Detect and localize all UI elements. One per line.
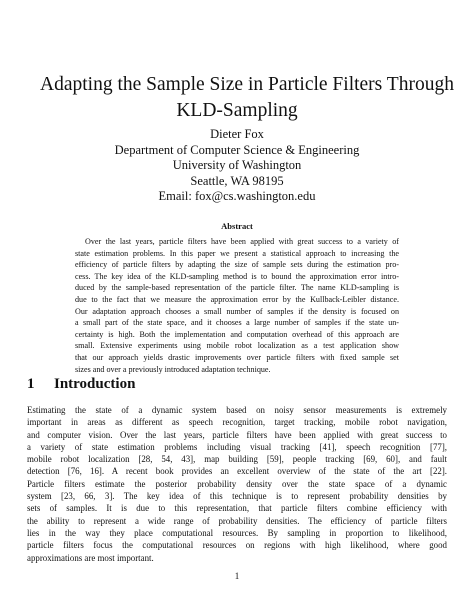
body-line: detection [76, 16]. A recent book provides an excellent overview of the state of the art [22]. <box>27 466 447 477</box>
title-line: KLD-Sampling <box>176 100 298 121</box>
body-line: Particle filters estimate the posterior probability density over the state space of a dynamic <box>27 478 447 489</box>
abstract-line: due to the fact that we measure the approximation error by the Kullback-Leibler distance. <box>75 294 399 304</box>
author-block <box>40 127 434 205</box>
abstract-line: cess. The key idea of the KLD-sampling method is to bound the approximation error intro- <box>75 271 399 281</box>
body-line: the ability to represent a wide range of probability densities. The efficiency of particle filters <box>27 515 447 526</box>
page-number: 1 <box>234 571 240 581</box>
body-line: a variety of state estimation problems including visual tracking [41], speech recognition [77], <box>27 441 447 452</box>
author-address: Seattle, WA 98195 <box>190 173 284 188</box>
abstract-line: sizes and over a previously introduced adaptation technique. <box>75 364 271 374</box>
abstract-line: Our adaptation approach chooses a small number of samples if the density is focused on <box>75 306 399 316</box>
body-line: system [23, 66, 3]. The key idea of this technique is to represent probability densities by <box>27 491 447 502</box>
body-line: Estimating the state of a dynamic system based on noisy sensor measurements is extremely <box>27 405 447 415</box>
body-line: mobile robot localization [28, 54, 43], map building [59], people tracking [69, 60], and fault <box>27 454 447 465</box>
section-number: 1 <box>27 376 35 392</box>
abstract-line: certainty is high. Both the implementation and computation overhead of this approach are <box>75 329 399 339</box>
section-heading <box>27 376 135 393</box>
abstract-line: a small part of the state space, and it chooses a large number of samples if the state un- <box>75 318 399 328</box>
body-line: important in areas as different as speech recognition, target tracking, mobile robot navigation, <box>27 417 447 428</box>
section-title: Introduction <box>54 376 136 392</box>
abstract-line: that our approach yields drastic improvements over particle filters with fixed sample set <box>75 352 399 362</box>
author-email: Email: fox@cs.washington.edu <box>158 189 316 204</box>
abstract-line: duced by the sample-based representation of the particle filter. The name KLD-sampling is <box>75 283 399 293</box>
body-line: approximations are most important. <box>27 552 154 563</box>
author-name: Dieter Fox <box>210 127 264 141</box>
author-university: University of Washington <box>172 158 302 173</box>
title-line: Adapting the Sample Size in Particle Filters Through <box>40 74 454 95</box>
abstract-line: Over the last years, particle filters have been applied with great success to a variety of <box>85 237 399 246</box>
abstract-line: efficiency of particle filters by adapting the size of sample sets during the estimation pro- <box>75 260 399 270</box>
body-line: sets of samples. It is due to this representation, that particle filters combine efficiency with <box>27 503 447 514</box>
abstract-line: small. Extensive experiments using mobile robot localization as a test application show <box>75 341 399 351</box>
body-line: lies in the way they place computational resources. By sampling in proportion to likelihood, <box>27 527 447 538</box>
body-paragraph <box>27 404 447 564</box>
paper-title <box>40 72 454 124</box>
body-line: particle filters focus the computational resources on regions with high likelihood, where good <box>27 540 447 551</box>
author-department: Department of Computer Science & Engineering <box>114 142 360 157</box>
abstract-heading: Abstract <box>221 221 253 231</box>
abstract-text <box>75 236 399 375</box>
body-line: and computer vision. Over the last years, particle filters have been applied with great success to <box>27 429 447 440</box>
abstract-line: state estimation problems. In this paper we present a statistical approach to increasing the <box>75 248 399 258</box>
